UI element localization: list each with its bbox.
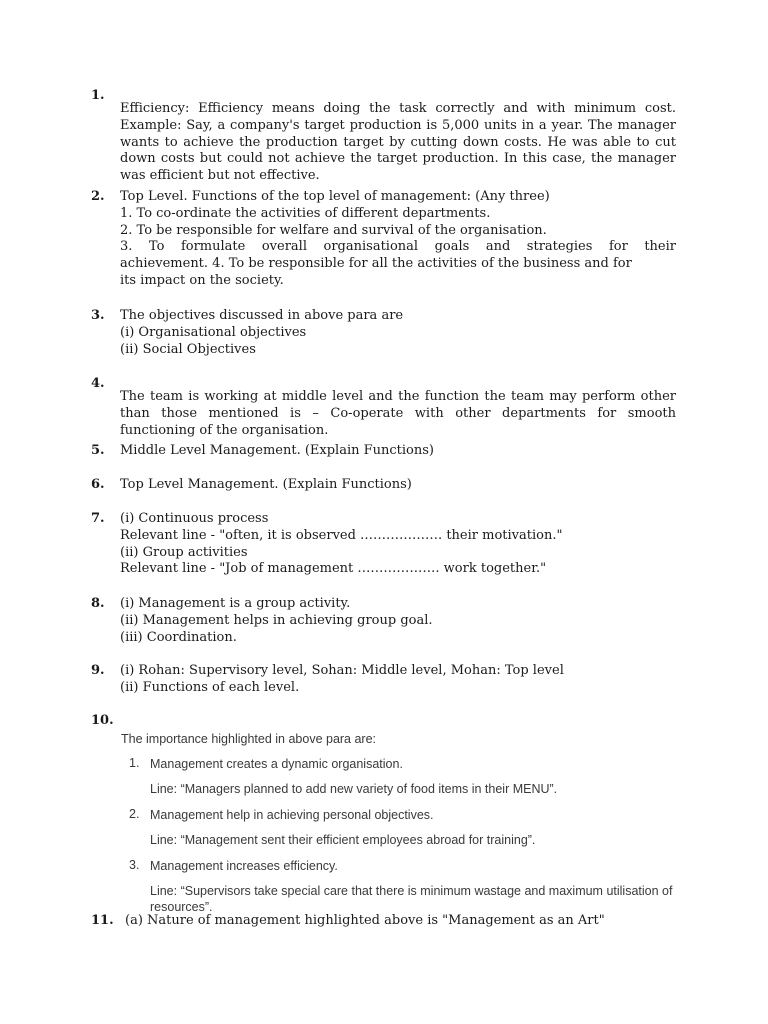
answer-item-1 (91, 88, 676, 198)
item-line: (ii) Group activities (120, 544, 248, 560)
item-line: 2. To be responsible for welfare and survival of the organisation. (120, 222, 547, 238)
item-line: (i) Organisational objectives (120, 324, 307, 340)
answer-item-9 (91, 663, 676, 697)
item-line: (ii) Management helps in achieving group goal. (120, 612, 433, 628)
item-line: Top Level Management. (Explain Functions) (120, 477, 412, 492)
importance-point (121, 858, 721, 915)
item-number: 3. (91, 308, 105, 323)
item-number: 10. (91, 713, 114, 728)
answer-item-8 (91, 596, 676, 646)
answer-item-4 (91, 376, 676, 452)
item-line: its impact on the society. (120, 272, 284, 288)
point-number: 3. (129, 858, 140, 872)
item-line: (ii) Social Objectives (120, 341, 256, 357)
importance-point (121, 807, 721, 848)
item-line: Middle Level Management. (Explain Functions) (120, 443, 434, 458)
item-line: (i) Rohan: Supervisory level, Sohan: Middle level, Mohan: Top level (120, 663, 564, 678)
item-line: Top Level. Functions of the top level of management: (Any three) (120, 189, 550, 204)
item-text: Efficiency: Efficiency means doing the task correctly and with minimum cost. Example: Say, a company's target production is 5,000 units in a year. The manager wants to achieve the production target by cutting down costs. He was able to cut down costs but could not achieve the target production. In this case, the manager was efficient but not effective. (120, 101, 676, 184)
item-line: (i) Continuous process (120, 511, 269, 526)
item-line: 1. To co-ordinate the activities of different departments. (120, 205, 491, 221)
item-number: 11. (91, 913, 114, 928)
importance-point (121, 756, 721, 797)
item-line: achievement. 4. To be responsible for all the activities of the business and for (120, 256, 632, 272)
answer-item-3 (91, 308, 676, 358)
item-10-content (121, 731, 721, 915)
point-line: Line: “Supervisors take special care that there is minimum wastage and maximum utilisation of resources”. (150, 884, 673, 914)
item-line: Relevant line - "often, it is observed ………………. their motivation." (120, 527, 563, 543)
item-number: 9. (91, 663, 105, 678)
item-number: 2. (91, 189, 105, 204)
item-number: 4. (91, 376, 105, 391)
point-number: 1. (129, 756, 140, 770)
answer-item-7 (91, 511, 676, 578)
point-line: Line: “Managers planned to add new variety of food items in their MENU”. (150, 782, 558, 796)
item-line: Relevant line - "Job of management ………………. work together." (120, 561, 547, 577)
item-number: 6. (91, 477, 105, 492)
item-number: 5. (91, 443, 105, 458)
point-number: 2. (129, 807, 140, 821)
point-title: Management help in achieving personal objectives. (150, 808, 434, 822)
item-10-intro: The importance highlighted in above para are: (121, 732, 377, 746)
item-line: (i) Management is a group activity. (120, 596, 351, 611)
answer-item-11 (91, 913, 676, 930)
item-line: (a) Nature of management highlighted above is "Management as an Art" (125, 913, 605, 928)
item-line: (ii) Functions of each level. (120, 679, 300, 695)
point-title: Management creates a dynamic organisation. (150, 757, 403, 771)
item-line: The objectives discussed in above para are (120, 308, 404, 323)
point-line: Line: “Management sent their efficient employees abroad for training”. (150, 833, 536, 847)
item-number: 8. (91, 596, 105, 611)
item-number: 7. (91, 511, 105, 526)
item-line: (iii) Coordination. (120, 629, 237, 645)
item-text: The team is working at middle level and the function the team may perform other than those mentioned is – Co-operate with other departments for smooth functioning of the organisation. (120, 389, 676, 438)
answer-item-5 (91, 443, 676, 460)
answer-item-2 (91, 189, 676, 290)
point-title: Management increases efficiency. (150, 859, 338, 873)
item-line: 3. To formulate overall organisational goals and strategies for their (120, 239, 676, 255)
answer-item-6 (91, 477, 676, 494)
item-number: 1. (91, 88, 105, 103)
